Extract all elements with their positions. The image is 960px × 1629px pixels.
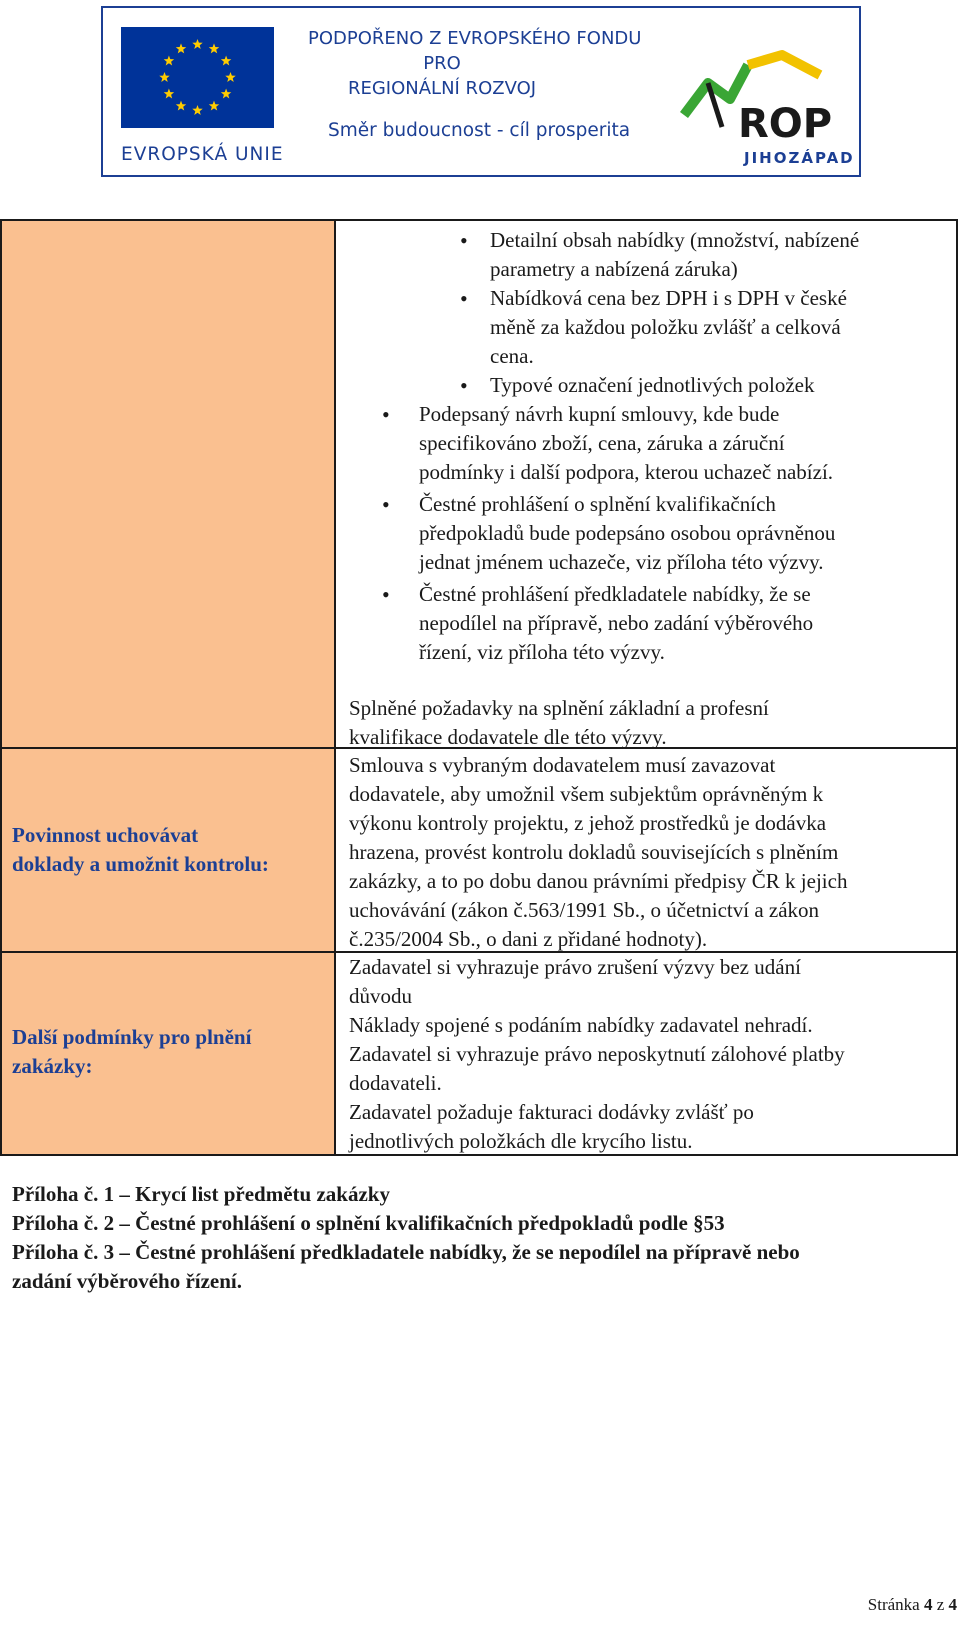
row-label-document-retention: Povinnost uchovávat doklady a umožnit kontrolu: (12, 823, 269, 876)
list-item: • Detailní obsah nabídky (množství, nabízené parametry a nabízená záruka) (460, 226, 859, 284)
bullet-icon: • (382, 492, 390, 517)
table-border-left (0, 219, 2, 1156)
table-border-middle (334, 219, 336, 1156)
rop-region: JIHOZÁPAD (744, 149, 855, 167)
row-label-other-conditions: Další podmínky pro plnění zakázky: (12, 1025, 252, 1078)
bullet-icon: • (382, 582, 390, 607)
list-item: • Nabídková cena bez DPH i s DPH v české měně za každou položku zvlášť a celková cena. (460, 284, 847, 371)
attachment-item: Příloha č. 1 – Krycí list předmětu zakázky (12, 1182, 390, 1206)
qualification-note: Splněné požadavky na splnění základní a profesní kvalifikace dodavatele dle této výzvy. (349, 696, 769, 749)
bullet-icon: • (382, 402, 390, 427)
eu-flag-icon (121, 27, 274, 128)
funding-line: PRO (423, 53, 461, 74)
attachment-item: Příloha č. 2 – Čestné prohlášení o splnění kvalifikačních předpokladů podle §53 (12, 1211, 725, 1235)
eu-caption: EVROPSKÁ UNIE (121, 144, 284, 165)
funding-line: REGIONÁLNÍ ROZVOJ (347, 78, 537, 99)
table-border-right (956, 219, 958, 1156)
attachment-item: Příloha č. 3 – Čestné prohlášení předkladatele nabídky, že se nepodílel na přípravě nebo (12, 1240, 800, 1264)
slogan: Směr budoucnost - cíl prosperita (328, 120, 631, 141)
list-item: • Čestné prohlášení o splnění kvalifikačních předpokladů bude podepsáno osobou oprávněnou jednat jménem uchazeče, viz příloha této výzvy. (382, 490, 835, 577)
table-border-top (0, 219, 958, 221)
bullet-icon: • (460, 286, 468, 311)
funding-statement (308, 26, 642, 101)
total-pages: 4 (948, 1595, 957, 1614)
document-retention-text: Smlouva s vybraným dodavatelem musí zavazovat dodavatele, aby umožnil všem subjektům oprávněným k výkonu kontroly projektu, z jehož prostředků je dodávka hrazena, provést kontrolu dokladů souvisejících s plněním zakázky, a to po dobu danou právními předpisy ČR k jejich uchovávání (zákon č.563/1991 Sb., o účetnictví a zákon č.235/2004 Sb., o dani z přidané hodnoty). (349, 753, 848, 951)
page-number: Stránka 4 z 4 (867, 1595, 957, 1614)
list-item: • Typové označení jednotlivých položek (460, 373, 815, 398)
list-item: • Podepsaný návrh kupní smlouvy, kde bude specifikováno zboží, cena, záruka a záruční podmínky i další podpora, kterou uchazeč nabízí. (382, 400, 833, 487)
current-page: 4 (923, 1595, 933, 1614)
rop-jihozapad-logo (678, 49, 855, 170)
bullet-icon: • (460, 228, 468, 253)
list-item: • Čestné prohlášení předkladatele nabídky, že se nepodílel na přípravě, nebo zadání výběrového řízení, viz příloha této výzvy. (382, 580, 813, 667)
funding-line: PODPOŘENO Z EVROPSKÉHO FONDU (308, 28, 642, 49)
table-label-column (1, 219, 334, 1154)
funding-banner (101, 6, 861, 177)
rop-wordmark: ROP (738, 101, 833, 147)
attachments-list (12, 1180, 957, 1296)
attachment-item: zadání výběrového řízení. (12, 1269, 243, 1293)
other-conditions-text: Zadavatel si vyhrazuje právo zrušení výzvy bez udání důvodu Náklady spojené s podáním nabídky zadavatel nehradí. Zadavatel si vyhrazuje právo neposkytnutí zálohové platby dodavateli. Zadavatel požaduje fakturaci dodávky zvlášť po jednotlivých položkách dle krycího listu. (349, 955, 845, 1153)
bullet-icon: • (460, 373, 468, 398)
